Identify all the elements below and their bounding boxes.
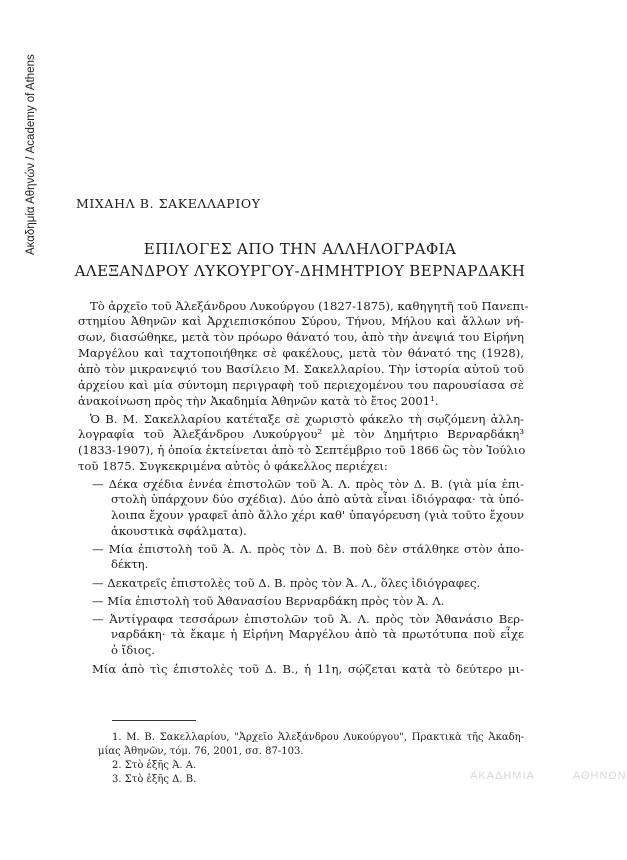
body-line: Ὁ Β. Μ. Σακελλαρίου κατέταξε σὲ χωριστὸ φάκελο τὴ σῳζόμενη ἀλλη- xyxy=(90,412,524,426)
footnote-1: 1. Μ. Β. Σακελλαρίου, "Ἀρχεῖο Ἀλεξάνδρου Λυκούργου", Πρακτικὰ τῆς Ἀκαδη- xyxy=(112,732,524,743)
list-item-line: λοιπα ἔχουν γραφεῖ ἀπὸ ἄλλο χέρι καθ' ὑπαγόρευση (γιὰ τοῦτο ἔχουν xyxy=(111,508,524,522)
list-item-line: στολὴ ὑπάρχουν δύο σχέδια). Δύο ἀπὸ αὐτὰ εἶναι ἰδιόγραφα· τὰ ὑπό- xyxy=(111,492,524,506)
body-line: Μία ἀπὸ τὶς ἐπιστολὲς τοῦ Δ. Β., ἡ 11η, σῴζεται κατὰ τὸ δεύτερο μι- xyxy=(92,662,524,676)
body-line: τοῦ 1875. Συγκεκριμένα αὐτὸς ὁ φάκελλος περιέχει: xyxy=(78,459,388,473)
footnote-rule xyxy=(112,720,196,721)
footnote-3: 3. Στὸ ἑξῆς Δ. Β. xyxy=(112,774,197,785)
list-item-line: — Μία ἐπιστολὴ τοῦ Ἀθανασίου Βερναρδάκη πρὸς τὸν Ἀ. Λ. xyxy=(92,594,445,608)
list-item-line: ὁ ἴδιος. xyxy=(111,643,155,657)
watermark-word: ΑΘΗΝΩΝ xyxy=(572,770,627,782)
author-name: ΜΙΧΑΗΛ Β. ΣΑΚΕΛΛΑΡΙΟΥ xyxy=(76,196,261,211)
list-item-line: — Μία ἐπιστολὴ τοῦ Ἀ. Λ. πρὸς τὸν Δ. Β. ποὺ δὲν στάλθηκε στὸν ἀπο- xyxy=(92,542,524,556)
list-item-line: — Ἀντίγραφα τεσσάρων ἐπιστολῶν τοῦ Ἀ. Λ. πρὸς τὸν Ἀθανάσιο Βερ- xyxy=(92,612,524,626)
side-watermark: Ακαδημία Αθηνών / Academy of Athens xyxy=(25,54,37,255)
body-line: Τὸ ἀρχεῖο τοῦ Ἀλεξάνδρου Λυκούργου (1827-1875), καθηγητῆ τοῦ Πανεπι- xyxy=(90,299,529,313)
body-line: σων, διασώθηκε, μετὰ τὸν πρόωρο θάνατό του, ἀπὸ τὴν ἀνεψιά του Εἰρήνη xyxy=(78,330,524,344)
body-line: ἀρχείου καὶ μία σύντομη περιγραφὴ τοῦ περιεχομένου του παρουσίασα σὲ xyxy=(78,378,524,392)
body-line: στημίου Ἀθηνῶν καὶ Ἀρχιεπισκόπου Σύρου, Τήνου, Μήλου καὶ ἄλλων νή- xyxy=(78,314,524,328)
list-item-line: δέκτη. xyxy=(111,557,149,571)
title-line-1: ΕΠΙΛΟΓΕΣ ΑΠΟ ΤΗΝ ΑΛΛΗΛΟΓΡΑΦΙΑ xyxy=(143,240,457,258)
body-line: ἀνακοίνωση πρὸς τὴν Ἀκαδημία Ἀθηνῶν κατὰ τὸ ἔτος 2001¹. xyxy=(78,394,439,408)
body-line: (1833-1907), ἡ ὁποία ἐκτείνεται ἀπὸ τὸ Σεπτέμβριο τοῦ 1866 ὣς τὸν Ἰούλιο xyxy=(78,443,526,457)
footnote-2: 2. Στὸ ἑξῆς Ἀ. Α. xyxy=(112,760,197,771)
list-item-line: — Δέκα σχέδια ἐννέα ἐπιστολῶν τοῦ Ἀ. Λ. πρὸς τὸν Δ. Β. (γιὰ μία ἐπι- xyxy=(92,477,524,491)
list-item-line: ναρδάκη· τὰ ἔκαμε ἡ Εἰρήνη Μαργέλου ἀπὸ τὰ πρωτότυπα ποὺ εἶχε xyxy=(111,627,524,641)
footnote-1-cont: μίας Ἀθηνῶν, τόμ. 76, 2001, σσ. 87-103. xyxy=(98,746,304,757)
body-line: λογραφία τοῦ Ἀλεξάνδρου Λυκούργου² μὲ τὸν Δημήτριο Βερναρδάκη³ xyxy=(78,427,524,441)
watermark-word: ΑΚΑΔΗΜΙΑ xyxy=(470,770,535,782)
list-item-line: ἀκουστικὰ σφάλματα). xyxy=(111,524,247,538)
list-item-line: — Δεκατρεῖς ἐπιστολὲς τοῦ Δ. Β. πρὸς τὸν Ἀ. Λ., ὅλες ἰδιόγραφες. xyxy=(92,576,481,590)
body-line: ἀπὸ τὸν μικρανεψιό του Βασίλειο Μ. Σακελλαρίου. Τὴν ἱστορία αὐτοῦ τοῦ xyxy=(78,362,524,376)
body-line: Μαργέλου καὶ ταχτοποιήθηκε σὲ φακέλους, μετὰ τὸν θάνατό της (1928), xyxy=(78,346,524,360)
bottom-watermark xyxy=(470,770,627,782)
title-line-2: ΑΛΕΞΑΝΔΡΟΥ ΛΥΚΟΥΡΓΟΥ-ΔΗΜΗΤΡΙΟΥ ΒΕΡΝΑΡΔΑΚΗ xyxy=(74,262,526,280)
